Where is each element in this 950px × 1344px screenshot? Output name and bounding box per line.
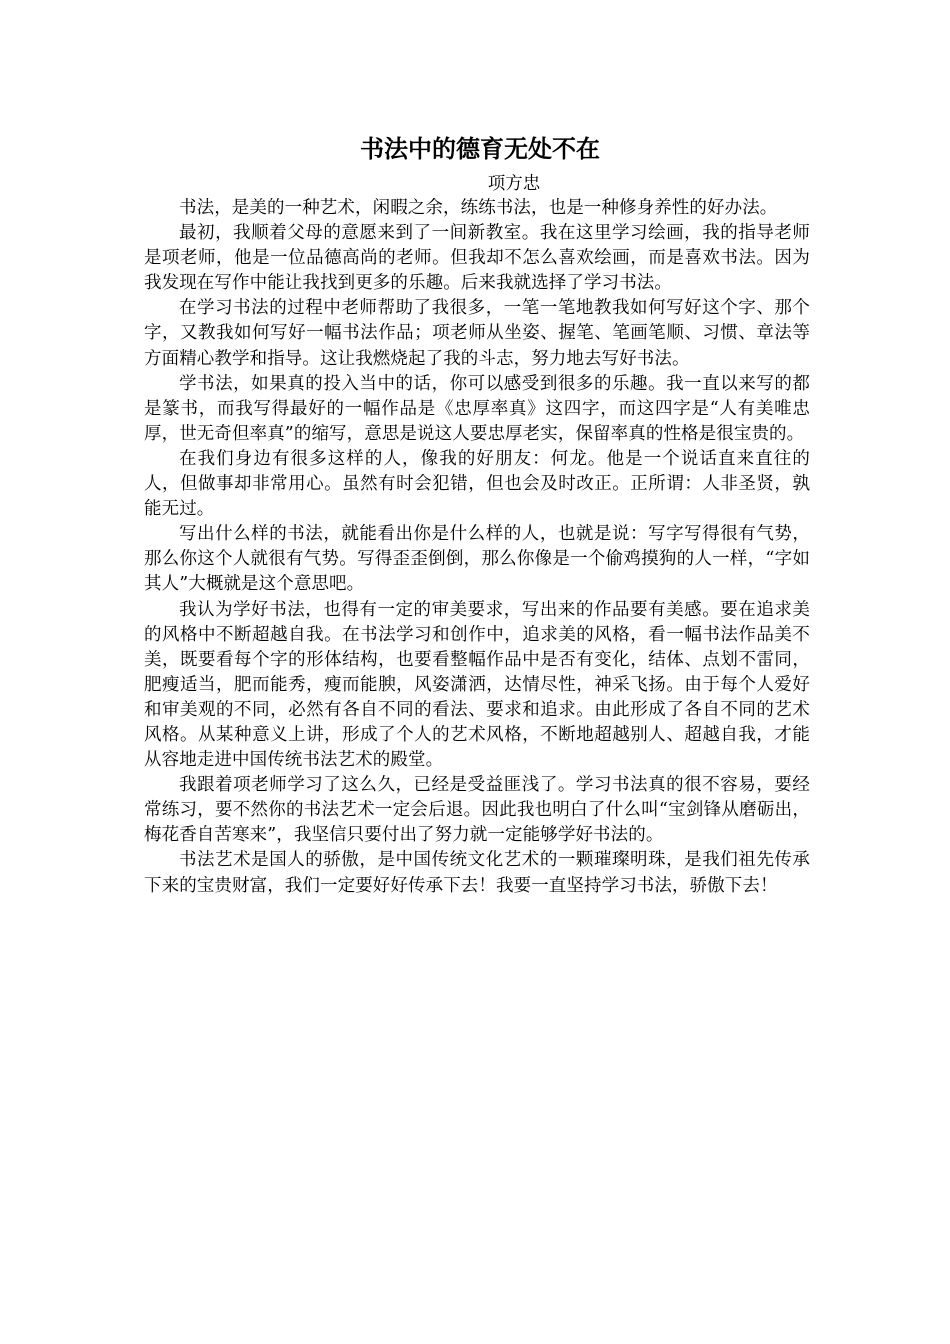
paragraph-3: 在学习书法的过程中老师帮助了我很多，一笔一笔地教我如何写好这个字、那个字，又教我如何写好一幅书法作品；项老师从坐姿、握笔、笔画笔顺、习惯、章法等方面精心教学和指导。这让我燃烧起了我的斗志，努力地去写好书法。: [144, 298, 810, 369]
document-title: 书法中的德育无处不在: [360, 134, 600, 163]
paragraph-4: 学书法，如果真的投入当中的话，你可以感受到很多的乐趣。我一直以来写的都是篆书，而我写得最好的一幅作品是《忠厚率真》这四字，而这四字是“人有美唯忠厚，世无奇但率真”的缩写，意思是说这人要忠厚老实，保留率真的性格是很宝贵的。: [144, 373, 810, 444]
paragraph-1: 书法，是美的一种艺术，闲暇之余，练练书法，也是一种修身养性的好办法。: [179, 198, 778, 218]
paragraph-5: 在我们身边有很多这样的人，像我的好朋友：何龙。他是一个说话直来直往的人，但做事却非常用心。虽然有时会犯错，但也会及时改正。正所谓：人非圣贤，孰能无过。: [144, 448, 810, 520]
paragraph-6: 写出什么样的书法，就能看出你是什么样的人，也就是说：写字写得很有气势，那么你这个人就很有气势。写得歪歪倒倒，那么你像是一个偷鸡摸狗的人一样，“字如其人”大概就是这个意思吧。: [144, 524, 810, 595]
author-name: 项方忠: [487, 174, 541, 194]
document-page: [144, 130, 810, 899]
paragraph-8: 我跟着项老师学习了这么久，已经是受益匪浅了。学习书法真的很不容易，要经常练习，要不然你的书法艺术一定会后退。因此我也明白了什么叫“宝剑锋从磨砺出，梅花香自苦寒来”，我坚信只要付出了努力就一定能够学好书法的。: [144, 775, 810, 846]
paragraph-9: 书法艺术是国人的骄傲，是中国传统文化艺术的一颗璀璨明珠，是我们祖先传承下来的宝贵财富，我们一定要好好传承下去！我要一直坚持学习书法，骄傲下去！: [144, 850, 810, 896]
paragraph-7: 我认为学好书法，也得有一定的审美要求，写出来的作品要有美感。要在追求美的风格中不断超越自我。在书法学习和创作中，追求美的风格，看一幅书法作品美不美，既要看每个字的形体结构，也要看整幅作品中是否有变化，结体、点划不雷同，肥瘦适当，肥而能秀，瘦而能腴，风姿潇洒，达情尽性，神采飞扬。由于每个人爱好和审美观的不同，必然有各自不同的看法、要求和追求。由此形成了各自不同的艺术风格。从某种意义上讲，形成了个人的艺术风格，不断地超越别人、超越自我，才能从容地走进中国传统书法艺术的殿堂。: [144, 599, 810, 771]
paragraph-2: 最初，我顺着父母的意愿来到了一间新教室。我在这里学习绘画，我的指导老师是项老师，他是一位品德高尚的老师。但我却不怎么喜欢绘画，而是喜欢书法。因为我发现在写作中能让我找到更多的乐趣。后来我就选择了学习书法。: [144, 223, 810, 294]
